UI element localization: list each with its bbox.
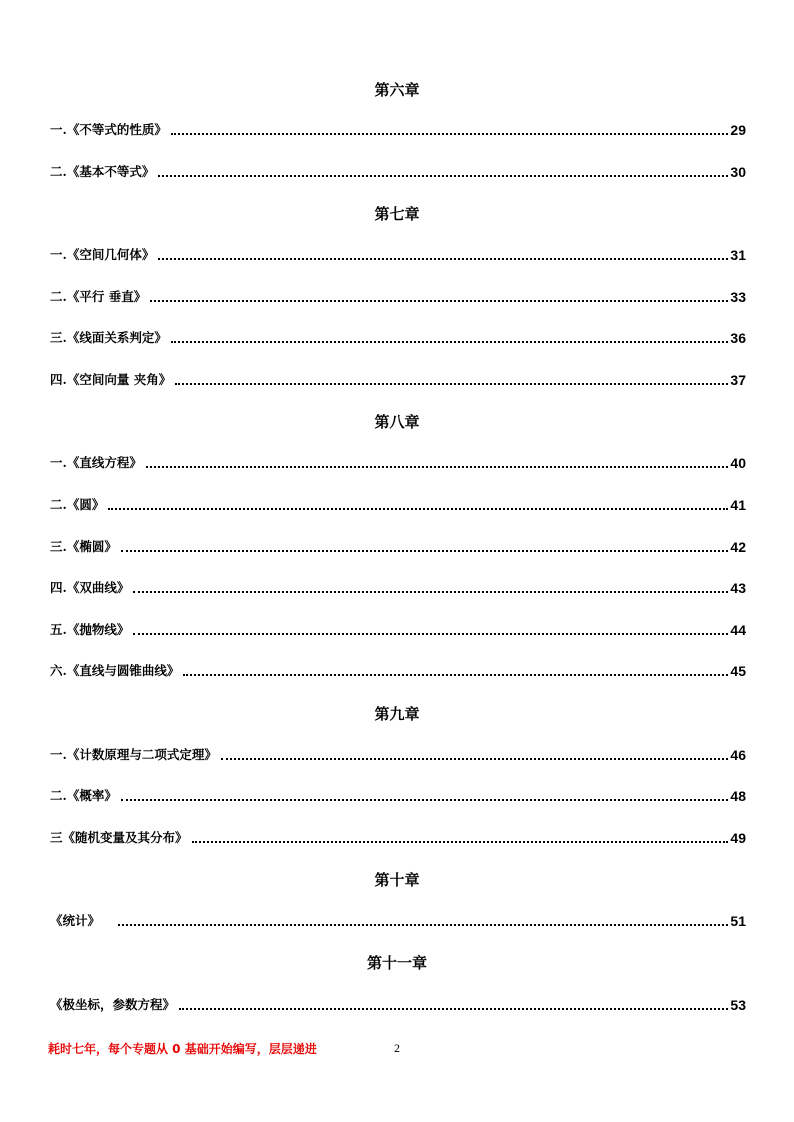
footer-note: 耗时七年，每个专题从 0 基础开始编写，层层递进 [48,1042,317,1056]
toc-entry-label: 二.《平行 垂直》 [50,289,147,304]
toc-entry[interactable] [50,745,746,765]
toc-entry-page: 29 [730,122,746,138]
toc-entry-label: 四.《双曲线》 [50,580,130,595]
toc-entry-label: 二.《基本不等式》 [50,164,155,179]
toc-entry-page: 42 [730,539,746,555]
toc-entry-page: 44 [730,622,746,638]
toc-entry-page: 51 [730,913,746,929]
toc-entry-label: 《极坐标，参数方程》 [50,997,176,1012]
toc-entry[interactable] [50,162,746,182]
toc-entry[interactable] [50,786,746,806]
toc-entry-label: 六.《直线与圆锥曲线》 [50,663,180,678]
leader-dots [133,591,728,593]
leader-dots [221,758,729,760]
leader-dots [179,1008,728,1010]
leader-dots [146,466,729,468]
leader-dots [108,508,728,510]
leader-dots [171,133,729,135]
toc-entry-page: 48 [730,788,746,804]
toc-entry-page: 43 [730,580,746,596]
chapter-heading: 第八章 [374,413,420,431]
chapter-heading: 第六章 [374,81,420,99]
toc-entry-label: 一.《不等式的性质》 [50,122,167,137]
toc-entry-label: 三《随机变量及其分布》 [50,830,188,845]
toc-entry-page: 36 [730,330,746,346]
toc-entry[interactable] [50,120,746,140]
leader-dots [183,674,728,676]
footer-page-number: 2 [394,1041,400,1055]
toc-entry[interactable] [50,495,746,515]
toc-entry-label: 五.《抛物线》 [50,622,130,637]
toc-entry-page: 46 [730,747,746,763]
leader-dots [121,799,729,801]
leader-dots [118,924,728,926]
toc-entry-label: 一.《空间几何体》 [50,247,155,262]
leader-dots [121,550,729,552]
toc-entry[interactable] [50,537,746,557]
toc-entry-page: 31 [730,247,746,263]
toc-entry[interactable] [50,578,746,598]
toc-entry-page: 33 [730,289,746,305]
chapter-heading: 第九章 [374,705,420,723]
toc-entry[interactable] [50,370,746,390]
toc-entry-label: 四.《空间向量 夹角》 [50,372,172,387]
toc-entry-label: 二.《圆》 [50,497,105,512]
toc-entry-page: 30 [730,164,746,180]
toc-entry-label: 二.《概率》 [50,788,117,803]
leader-dots [175,383,728,385]
toc-entry-label: 一.《直线方程》 [50,455,142,470]
toc-entry-label: 《统计》 [50,913,101,928]
toc-entry[interactable] [50,661,746,681]
toc-entry-page: 49 [730,830,746,846]
chapter-heading: 第十章 [374,871,420,889]
toc-entry[interactable] [50,911,746,931]
toc-entry[interactable] [50,828,746,848]
toc-entry-page: 45 [730,663,746,679]
toc-entry[interactable] [50,620,746,640]
toc-entry-page: 41 [730,497,746,513]
toc-entry-label: 三.《线面关系判定》 [50,330,167,345]
toc-entry-label: 三.《椭圆》 [50,539,117,554]
toc-entry-label: 一.《计数原理与二项式定理》 [50,747,217,762]
leader-dots [171,341,729,343]
leader-dots [158,175,728,177]
toc-entry[interactable] [50,995,746,1015]
toc-entry[interactable] [50,328,746,348]
leader-dots [150,300,728,302]
toc-entry[interactable] [50,453,746,473]
toc-entry[interactable] [50,287,746,307]
toc-entry[interactable] [50,245,746,265]
toc-entry-page: 40 [730,455,746,471]
chapter-heading: 第七章 [374,205,420,223]
toc-entry-page: 37 [730,372,746,388]
leader-dots [158,258,728,260]
leader-dots [133,633,728,635]
leader-dots [192,841,729,843]
chapter-heading: 第十一章 [366,954,427,972]
toc-entry-page: 53 [730,997,746,1013]
